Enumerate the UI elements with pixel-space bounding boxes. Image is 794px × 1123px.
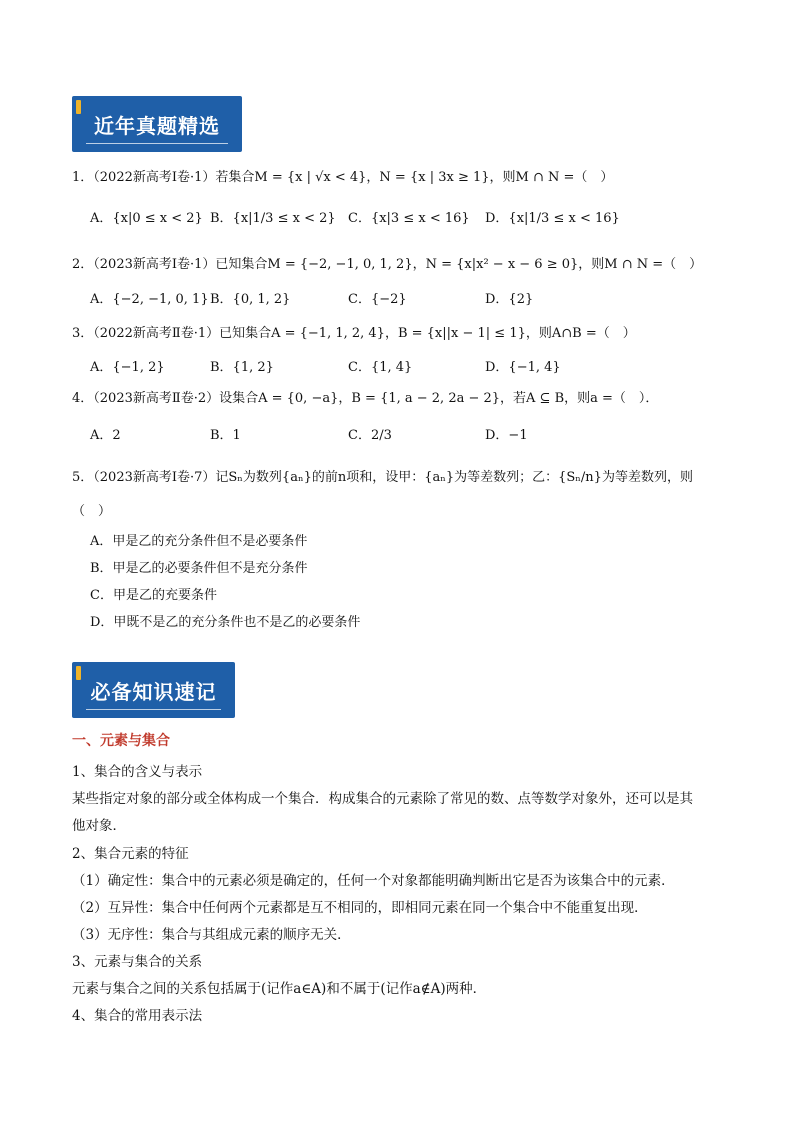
knowledge-line: 他对象． (72, 818, 126, 834)
knowledge-line: 某些指定对象的部分或全体构成一个集合．构成集合的元素除了常见的数、点等数学对象外，还可以是其 (72, 791, 693, 807)
banner-title: 近年真题精选 (94, 113, 220, 138)
banner-underline (86, 709, 221, 710)
question-3-option-c: C．{1, 4} (348, 360, 413, 375)
question-5-stem-continued: （ ） (72, 504, 112, 519)
question-2-stem: 2．（2023新高考Ⅰ卷·1）已知集合M = {−2, −1, 0, 1, 2}，N = {x|x² − x − 6 ≥ 0}，则M ∩ N =（ ） (72, 257, 703, 272)
question-3-option-d: D．{−1, 4} (485, 360, 561, 375)
knowledge-line: 2、集合元素的特征 (72, 846, 189, 862)
knowledge-line: 1、集合的含义与表示 (72, 764, 203, 780)
knowledge-line: （2）互异性：集合中任何两个元素都是互不相同的，即相同元素在同一个集合中不能重复出现． (72, 900, 648, 916)
knowledge-line: （1）确定性：集合中的元素必须是确定的，任何一个对象都能明确判断出它是否为该集合中的元素． (72, 873, 675, 889)
question-4-option-b: B．1 (210, 428, 241, 443)
knowledge-line: 4、集合的常用表示法 (72, 1008, 203, 1024)
question-2-option-a: A．{−2, −1, 0, 1} (90, 292, 209, 307)
knowledge-line: 元素与集合之间的关系包括属于(记作a∈A)和不属于(记作a∉A)两种． (72, 981, 487, 997)
question-3-option-a: A．{−1, 2} (90, 360, 165, 375)
question-3-option-b: B．{1, 2} (210, 360, 274, 375)
question-1-option-c: C．{x|3 ≤ x < 16} (348, 211, 470, 226)
banner-underline (86, 143, 228, 144)
question-5-option-c: C．甲是乙的充要条件 (90, 588, 217, 603)
banner-title: 必备知识速记 (90, 679, 217, 704)
question-4-option-d: D．−1 (485, 428, 528, 443)
question-3-stem: 3．（2022新高考Ⅱ卷·1）已知集合A = {−1, 1, 2, 4}，B = {x||x − 1| ≤ 1}，则A∩B =（ ） (72, 326, 636, 341)
question-4-option-a: A．2 (90, 428, 121, 443)
question-5-option-d: D．甲既不是乙的充分条件也不是乙的必要条件 (90, 615, 361, 630)
question-5-option-a: A．甲是乙的充分条件但不是必要条件 (90, 534, 308, 549)
question-5-option-b: B．甲是乙的必要条件但不是充分条件 (90, 561, 308, 576)
question-1-option-d: D．{x|1/3 ≤ x < 16} (485, 211, 620, 226)
question-4-option-c: C．2/3 (348, 428, 392, 443)
question-5-stem: 5．（2023新高考Ⅰ卷·7）记Sₙ为数列{aₙ}的前n项和，设甲：{aₙ}为等差数列；乙：{Sₙ/n}为等差数列，则 (72, 470, 693, 485)
question-2-option-b: B．{0, 1, 2} (210, 292, 291, 307)
knowledge-banner (72, 662, 235, 718)
question-1-option-a: A．{x|0 ≤ x < 2} (90, 211, 203, 226)
question-1-option-b: B．{x|1/3 ≤ x < 2} (210, 211, 336, 226)
question-1-stem: 1．（2022新高考Ⅰ卷·1）若集合M = {x | √x < 4}，N = {x | 3x ≥ 1}，则M ∩ N =（ ） (72, 170, 614, 185)
section-heading: 一、元素与集合 (72, 733, 170, 749)
past-exams-banner (72, 96, 242, 152)
knowledge-line: 3、元素与集合的关系 (72, 954, 203, 970)
question-4-stem: 4．（2023新高考Ⅱ卷·2）设集合A = {0, −a}，B = {1, a − 2, 2a − 2}，若A ⊆ B，则a =（ ）． (72, 391, 659, 406)
question-2-option-d: D．{2} (485, 292, 534, 307)
knowledge-line: （3）无序性：集合与其组成元素的顺序无关． (72, 927, 351, 943)
question-2-option-c: C．{−2} (348, 292, 407, 307)
